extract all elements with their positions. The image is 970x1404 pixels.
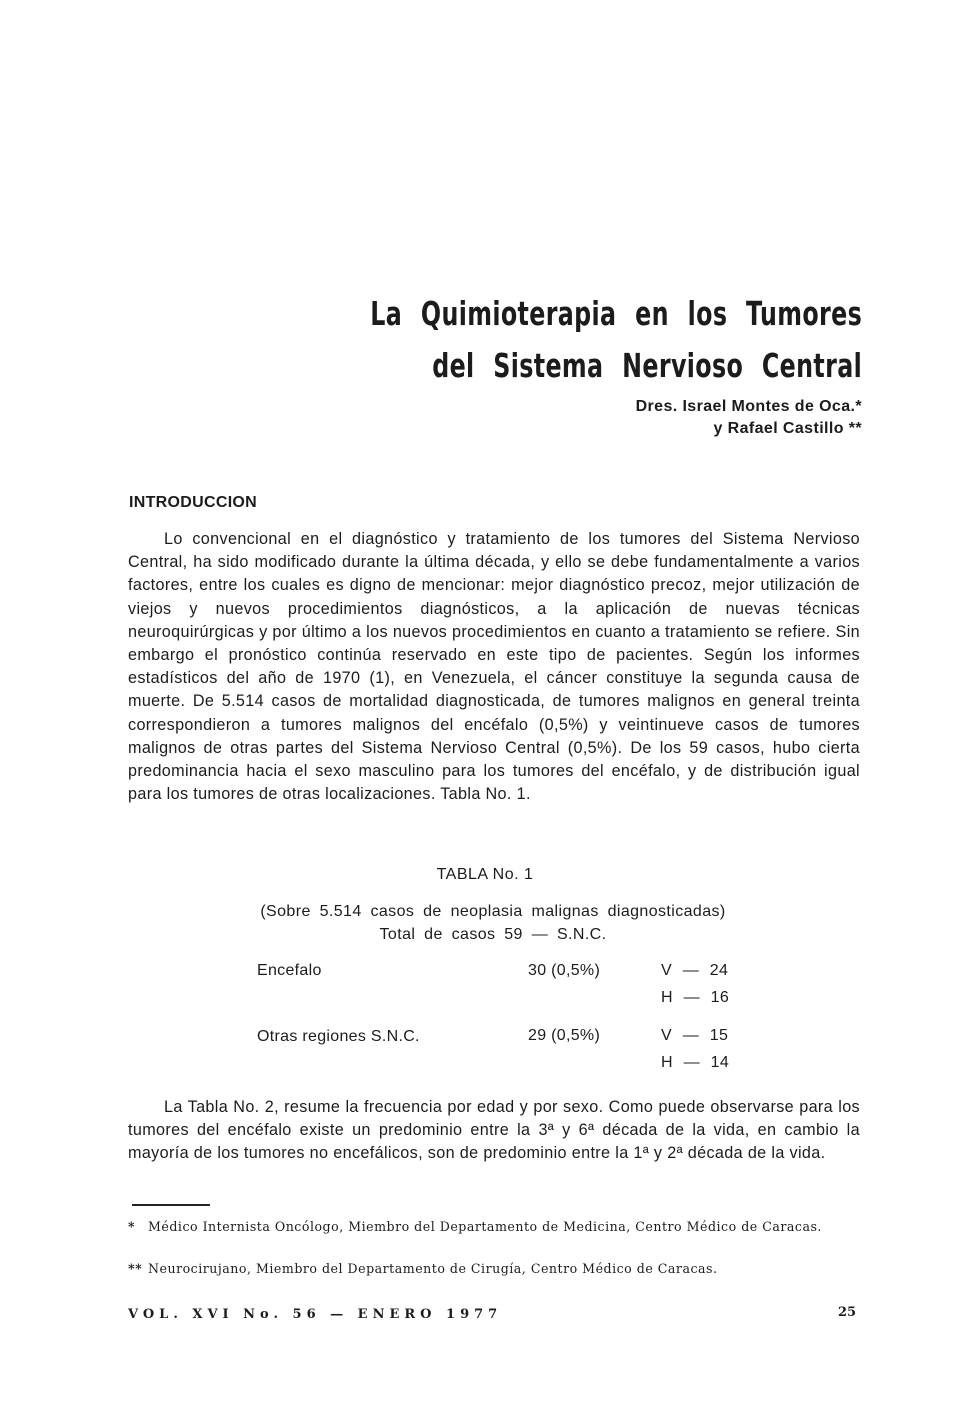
table-cell-female: H — 16	[661, 989, 730, 1006]
author-line-1: Dres. Israel Montes de Oca.*	[635, 398, 862, 415]
footnote-2	[128, 1259, 860, 1279]
table-cell-female: H — 14	[661, 1054, 730, 1071]
table-title: TABLA No. 1	[436, 866, 534, 883]
footnote-marker: *	[128, 1219, 136, 1234]
article-title	[370, 288, 862, 392]
table-cell-count: 29 (0,5%)	[528, 1027, 601, 1044]
page-number: 25	[838, 1305, 857, 1320]
table-cell-male: V — 15	[661, 1027, 729, 1044]
footnote-marker: **	[128, 1261, 143, 1276]
author-line-2: y Rafael Castillo **	[713, 420, 862, 437]
footnote-text: Neurocirujano, Miembro del Departamento de Cirugía, Centro Médico de Caracas.	[148, 1261, 718, 1276]
table-cell-label: Encefalo	[257, 962, 322, 979]
introduction-paragraph-1: Lo convencional en el diagnóstico y tratamiento de los tumores del Sistema Nervioso Central, ha sido modificado durante la última década, y ello se debe fundamentalmente a varios factores, entre los cuales es digno de mencionar: mejor diagnóstico precoz, mejor utilización de viejos y nuevos procedimientos diagnósticos, a la aplicación de nuevas técnicas neuroquirúrgicas y por último a los nuevos procedimientos en cuanto a tratamiento se refiere. Sin embargo el pronóstico continúa reservado en este tipo de pacientes. Según los informes estadísticos del año de 1970 (1), en Venezuela, el cáncer constituye la segunda causa de muerte. De 5.514 casos de mortalidad diagnosticada, de tumores malignos en general treinta correspondieron a tumores malignos del encéfalo (0,5%) y veintinueve casos de tumores malignos de otras partes del Sistema Nervioso Central (0,5%). De los 59 casos, hubo cierta predominancia hacia el sexo masculino para los tumores del encéfalo, y de distribución igual para los tumores de otras localizaciones. Tabla No. 1.	[128, 530, 860, 804]
footnote-divider	[132, 1204, 210, 1206]
author-byline	[636, 396, 862, 440]
section-heading: INTRODUCCION	[129, 494, 258, 511]
journal-issue: VOL. XVI No. 56 — ENERO 1977	[128, 1307, 503, 1322]
introduction-paragraph-2: La Tabla No. 2, resume la frecuencia por edad y por sexo. Como puede observarse para los tumores del encéfalo existe un predominio entre la 3ª y 6ª década de la vida, en cambio la mayoría de los tumores no encefálicos, son de predominio entre la 1ª y 2ª década de la vida.	[128, 1098, 860, 1163]
table-caption-line-2: Total de casos 59 — S.N.C.	[379, 926, 607, 943]
table-caption-line-1: (Sobre 5.514 casos de neoplasia malignas diagnosticadas)	[260, 903, 726, 920]
table-cell-label: Otras regiones S.N.C.	[257, 1028, 420, 1045]
article-title-line-2: del Sistema Nervioso Central	[432, 346, 862, 385]
article-title-line-1: La Quimioterapia en los Tumores	[370, 294, 862, 333]
table-cell-count: 30 (0,5%)	[528, 962, 601, 979]
footnote-text: Médico Internista Oncólogo, Miembro del Departamento de Medicina, Centro Médico de Caracas.	[148, 1219, 822, 1234]
footnote-1	[128, 1217, 860, 1237]
table-cell-male: V — 24	[661, 962, 729, 979]
